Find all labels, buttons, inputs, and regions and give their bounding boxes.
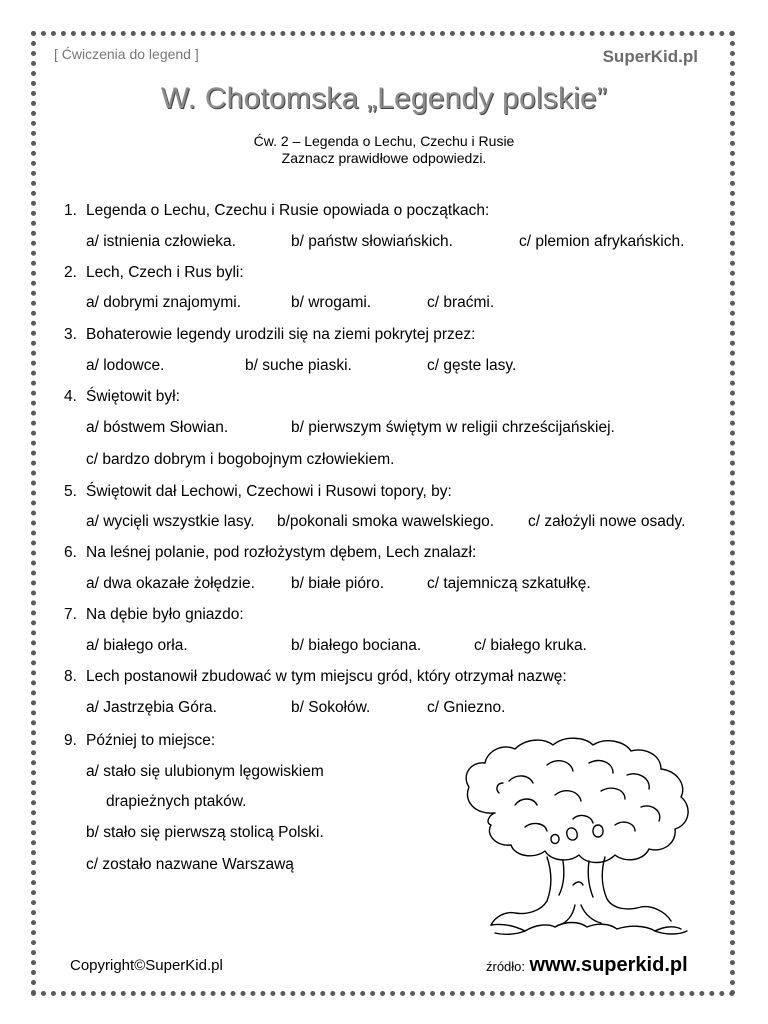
answer-option[interactable]: c/ plemion afrykańskich.: [519, 233, 685, 250]
copyright-text: Copyright©SuperKid.pl: [70, 957, 223, 974]
answer-option[interactable]: b/ białego bociana.: [291, 637, 422, 654]
question-1: [64, 202, 489, 220]
question-9: [64, 732, 215, 750]
question-text: Lech postanowił zbudować w tym miejscu gród, który otrzymał nazwę:: [86, 668, 567, 685]
answer-option[interactable]: c/ białego kruka.: [474, 637, 587, 654]
answer-option[interactable]: a/ dwa okazałe żołędzie.: [86, 575, 255, 592]
answer-option[interactable]: a/ bóstwem Słowian.: [86, 419, 229, 436]
question-number: 9.: [64, 732, 77, 749]
question-text: Bohaterowie legendy urodzili się na ziemi pokrytej przez:: [86, 326, 476, 343]
answer-option[interactable]: c/ bardzo dobrym i bogobojnym człowiekiem.: [86, 451, 395, 468]
answer-option[interactable]: b/ pierwszym świętym w religii chrześcijańskiej.: [291, 419, 615, 436]
answer-option[interactable]: b/ państw słowiańskich.: [291, 233, 453, 250]
answer-option[interactable]: a/ stało się ulubionym lęgowiskiem: [86, 763, 324, 780]
question-4: [64, 388, 180, 406]
question-2: [64, 264, 244, 282]
answer-option[interactable]: c/ braćmi.: [427, 294, 495, 311]
question-3: [64, 326, 475, 344]
answer-option[interactable]: c/ tajemniczą szkatułkę.: [427, 575, 591, 592]
answer-option[interactable]: b/ Sokołów.: [291, 699, 371, 716]
question-text: Legenda o Lechu, Czechu i Rusie opowiada o początkach:: [86, 202, 490, 219]
question-number: 8.: [64, 668, 77, 685]
answer-option[interactable]: b/ wrogami.: [291, 294, 372, 311]
question-text: Lech, Czech i Rus byli:: [86, 264, 244, 281]
question-7: [64, 606, 244, 624]
question-text: Na dębie było gniazdo:: [86, 606, 244, 623]
question-number: 2.: [64, 264, 77, 281]
question-number: 1.: [64, 202, 77, 219]
question-text: Później to miejsce:: [86, 732, 216, 749]
answer-option[interactable]: b/ suche piaski.: [245, 357, 352, 374]
question-number: 4.: [64, 388, 77, 405]
exercise-instruction: Zaznacz prawidłowe odpowiedzi.: [281, 150, 487, 166]
question-8: [64, 668, 567, 686]
answer-option[interactable]: a/ białego orła.: [86, 637, 188, 654]
question-number: 7.: [64, 606, 77, 623]
answer-option[interactable]: a/ Jastrzębia Góra.: [86, 699, 217, 716]
source-label: źródło:: [486, 959, 526, 974]
answer-option-continuation: drapieżnych ptaków.: [106, 793, 247, 810]
oak-tree-illustration: [455, 735, 703, 941]
answer-option[interactable]: a/ dobrymi znajomymi.: [86, 294, 242, 311]
question-text: Na leśnej polanie, pod rozłożystym dębem, Lech znalazł:: [86, 544, 477, 561]
page-title: W. Chotomska „Legendy polskie”: [160, 82, 608, 115]
answer-option[interactable]: a/ istnienia człowieka.: [86, 233, 236, 250]
question-number: 3.: [64, 326, 77, 343]
brand-label: SuperKid.pl: [602, 47, 698, 66]
answer-option[interactable]: a/ wycięli wszystkie lasy.: [86, 513, 255, 530]
answer-option[interactable]: c/ założyli nowe osady.: [528, 513, 686, 530]
answer-option[interactable]: c/ Gniezno.: [427, 699, 506, 716]
answer-option[interactable]: c/ gęste lasy.: [427, 357, 517, 374]
question-number: 6.: [64, 544, 77, 561]
answer-option[interactable]: b/ białe pióro.: [291, 575, 385, 592]
answer-option[interactable]: c/ zostało nazwane Warszawą: [86, 856, 294, 873]
question-text: Świętowit był:: [86, 388, 180, 405]
source-line: [486, 954, 688, 977]
question-5: [64, 483, 452, 501]
source-url-link[interactable]: www.superkid.pl: [529, 954, 688, 976]
answer-option[interactable]: b/pokonali smoka wawelskiego.: [277, 513, 495, 530]
question-number: 5.: [64, 483, 77, 500]
answer-option[interactable]: b/ stało się pierwszą stolicą Polski.: [86, 824, 324, 841]
answer-option[interactable]: a/ lodowce.: [86, 357, 165, 374]
category-label: [ Ćwiczenia do legend ]: [54, 46, 199, 62]
question-6: [64, 544, 476, 562]
question-text: Świętowit dał Lechowi, Czechowi i Rusowi topory, by:: [86, 483, 452, 500]
exercise-subtitle: Ćw. 2 – Legenda o Lechu, Czechu i Rusie: [253, 133, 515, 149]
